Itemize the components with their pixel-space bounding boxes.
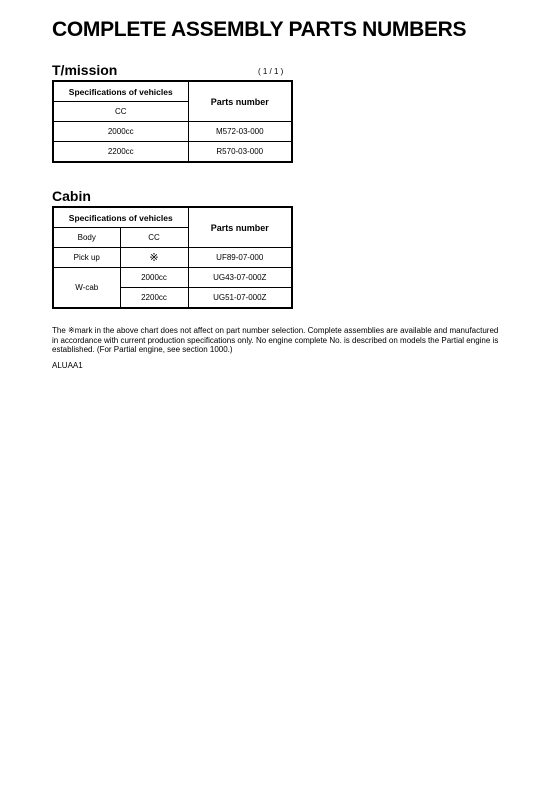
body-header: Body [53, 228, 120, 248]
parts-number-header: Parts number [188, 81, 292, 122]
cc-header: CC [120, 228, 188, 248]
body-cell: W-cab [53, 268, 120, 309]
footer-code: ALUAA1 [52, 361, 83, 370]
part-number-cell: R570-03-000 [188, 142, 292, 163]
part-number-cell: UG51-07-000Z [188, 288, 292, 309]
part-number-cell: UF89-07-000 [188, 248, 292, 268]
page-title: COMPLETE ASSEMBLY PARTS NUMBERS [52, 18, 467, 41]
cabin-parts-table [52, 206, 293, 309]
page-indicator: ( 1 / 1 ) [258, 67, 284, 76]
cc-cell: 2000cc [120, 268, 188, 288]
table-row [53, 248, 292, 268]
cc-cell: 2000cc [53, 122, 188, 142]
cc-cell: 2200cc [53, 142, 188, 163]
tmission-heading: T/mission [52, 62, 118, 78]
cabin-heading: Cabin [52, 188, 91, 204]
tmission-parts-table [52, 80, 293, 163]
body-cell: Pick up [53, 248, 120, 268]
table-row [53, 142, 292, 163]
parts-number-header: Parts number [188, 207, 292, 248]
spec-header: Specifications of vehicles [53, 207, 188, 228]
spec-header: Specifications of vehicles [53, 81, 188, 102]
table-row [53, 268, 292, 288]
cc-header: CC [53, 102, 188, 122]
cc-cell: 2200cc [120, 288, 188, 309]
footnote: The ※mark in the above chart does not affect on part number selection. Complete assemblies are available and manufactured in accordance with current production specifications only. No engine complete No. is described on models the Partial engine is established. (For Partial engine, see section 1000.) [52, 326, 499, 354]
part-number-cell: M572-03-000 [188, 122, 292, 142]
cc-cell: ※ [120, 248, 188, 268]
part-number-cell: UG43-07-000Z [188, 268, 292, 288]
table-row [53, 122, 292, 142]
